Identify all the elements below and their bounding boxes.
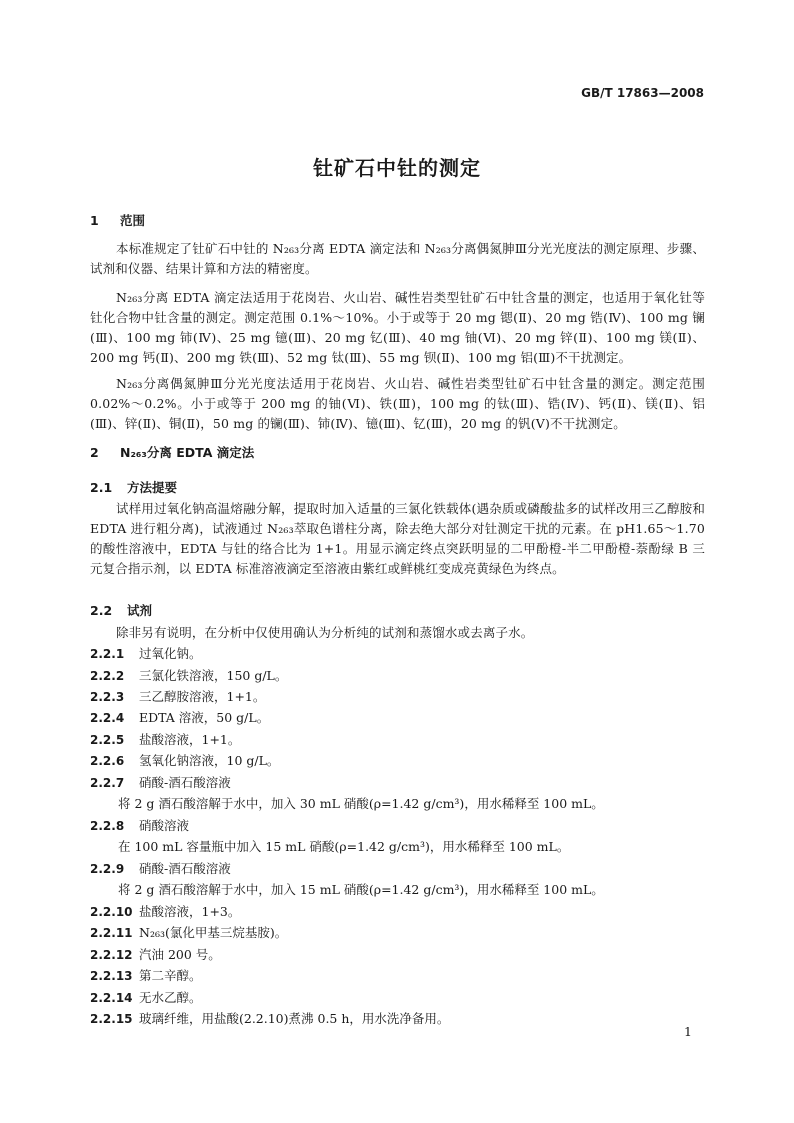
section-2-1-heading [90,478,177,498]
reagent-item: 2.2.6 氢氧化钠溶液，10 g/L。 [90,753,280,768]
section-2-1-paragraph: 试样用过氧化钠高温熔融分解，提取时加入适量的三氯化铁载体(遇杂质或磷酸盐多的试样改用三乙醇胺和 EDTA 进行粗分离)，试液通过 N₂₆₃萃取色谱柱分离，除去绝大部分对钍测定干扰的元素。在 pH1.65～1.70 的酸性溶液中，EDTA 与钍的络合比为 1+1。用显示滴定终点突跃明显的二甲酚橙-半二甲酚橙-萘酚绿 B 三元复合指示剂，以 EDTA 标准溶液滴定至溶液由紫红或鲜桃红变成亮黄绿色为终点。 [90,501,705,576]
reagent-item: 2.2.1 过氧化钠。 [90,646,202,661]
section-1-heading [90,211,145,231]
section-2-heading [90,443,254,463]
reagent-item: 2.2.7 硝酸-酒石酸溶液 [90,775,231,790]
reagent-item: 2.2.12 汽油 200 号。 [90,947,221,962]
reagent-item: 2.2.8 硝酸溶液 [90,818,190,833]
standard-code: GB/T 17863—2008 [581,86,704,100]
section-number: 2.1 [90,480,113,495]
section-title: 试剂 [127,603,153,618]
section-2-2-heading [90,601,152,621]
section-number: 2 [90,445,99,460]
reagent-item: 2.2.13 第二辛醇。 [90,968,202,983]
reagent-item: 2.2.4 EDTA 溶液，50 g/L。 [90,710,270,725]
reagent-item: 2.2.10 盐酸溶液，1+3。 [90,904,241,919]
section-title: N₂₆₃分离 EDTA 滴定法 [120,445,255,460]
reagent-item: 2.2.5 盐酸溶液，1+1。 [90,732,241,747]
page-number: 1 [684,1024,692,1039]
reagent-detail: 将 2 g 酒石酸溶解于水中，加入 30 mL 硝酸(ρ=1.42 g/cm³)，用水稀释至 100 mL。 [118,796,604,811]
reagent-item: 2.2.3 三乙醇胺溶液，1+1。 [90,689,266,704]
section-1-paragraph-3: N₂₆₃分离偶氮胂Ⅲ分光光度法适用于花岗岩、火山岩、碱性岩类型钍矿石中钍含量的测定。测定范围 0.02%～0.2%。小于或等于 200 mg 的铀(Ⅵ)、铁(Ⅲ)，100 mg 的钛(Ⅲ)、锆(Ⅳ)、钙(Ⅱ)、镁(Ⅱ)、铝(Ⅲ)、锌(Ⅱ)、铜(Ⅱ)，50 mg 的镧(Ⅲ)、铈(Ⅳ)、镱(Ⅲ)、钇(Ⅲ)，20 mg 的钒(Ⅴ)不干扰测定。 [90,376,705,431]
document-title: 钍矿石中钍的测定 [313,156,481,180]
reagent-item: 2.2.14 无水乙醇。 [90,990,202,1005]
section-1-paragraph-1: 本标准规定了钍矿石中钍的 N₂₆₃分离 EDTA 滴定法和 N₂₆₃分离偶氮胂Ⅲ分光光度法的测定原理、步骤、试剂和仪器、结果计算和方法的精密度。 [90,241,705,276]
section-number: 1 [90,213,99,228]
reagent-detail: 在 100 mL 容量瓶中加入 15 mL 硝酸(ρ=1.42 g/cm³)，用水稀释至 100 mL。 [118,839,570,854]
section-1-paragraph-2: N₂₆₃分离 EDTA 滴定法适用于花岗岩、火山岩、碱性岩类型钍矿石中钍含量的测定，也适用于氧化钍等钍化合物中钍含量的测定。测定范围 0.1%～10%。小于或等于 20 mg 锶(Ⅱ)、20 mg 锆(Ⅳ)、100 mg 镧(Ⅲ)、100 mg 铈(Ⅳ)、25 mg 镱(Ⅲ)、20 mg 钇(Ⅲ)、40 mg 铀(Ⅵ)、20 mg 锌(Ⅱ)、100 mg 镁(Ⅱ)、200 mg 钙(Ⅱ)、200 mg 铁(Ⅲ)、52 mg 钛(Ⅲ)、55 mg 钡(Ⅱ)、100 mg 铝(Ⅲ)不干扰测定。 [90,290,705,365]
reagent-item: 2.2.15 玻璃纤维，用盐酸(2.2.10)煮沸 0.5 h，用水洗净备用。 [90,1011,450,1026]
section-title: 方法提要 [127,480,178,495]
section-title: 范围 [120,213,146,228]
reagent-item: 2.2.2 三氯化铁溶液，150 g/L。 [90,668,288,683]
reagent-detail: 将 2 g 酒石酸溶解于水中，加入 15 mL 硝酸(ρ=1.42 g/cm³)，用水稀释至 100 mL。 [118,882,604,897]
reagent-item: 2.2.11 N₂₆₃(氯化甲基三烷基胺)。 [90,925,288,940]
section-number: 2.2 [90,603,113,618]
section-2-2-paragraph: 除非另有说明，在分析中仅使用确认为分析纯的试剂和蒸馏水或去离子水。 [116,625,534,640]
reagent-item: 2.2.9 硝酸-酒石酸溶液 [90,861,231,876]
